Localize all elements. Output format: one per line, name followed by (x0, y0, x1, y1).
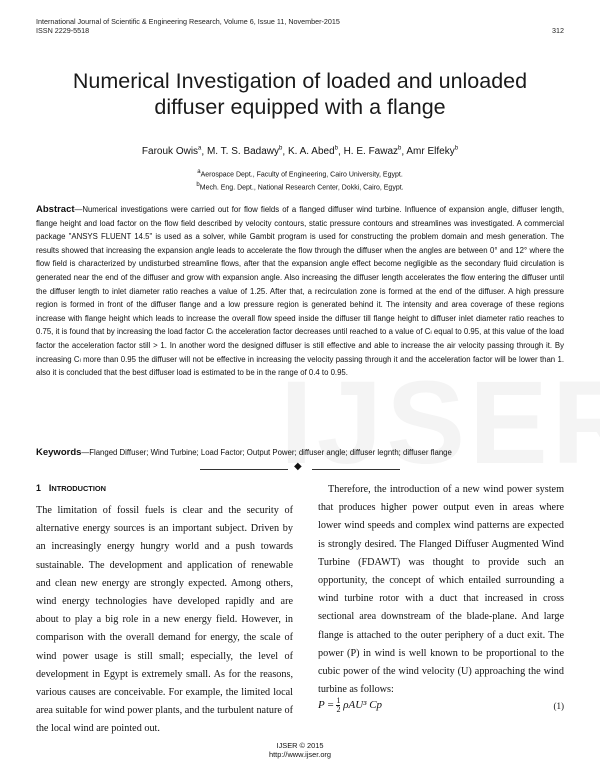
copyright: IJSER © 2015 (276, 741, 324, 750)
keywords-text: Flanged Diffuser; Wind Turbine; Load Factor; Output Power; diffuser angle; diffuser legnth; diffuser flange (89, 448, 452, 457)
title-line-2: diffuser equipped with a flange (154, 95, 446, 119)
equation-number: (1) (553, 701, 564, 711)
abstract: Abstract—Numerical investigations were carried out for flow fields of a flanged diffuser wind turbine. Influence of expansion angle, diffuser length, flange height and load factor on the flow field described by velocity contours, static pressure contours and streamlines was investigated. A commercial package "ANSYS FLUENT 14.5" is used as a solver, while Gambit program is used for constructing the problem domain and mesh generation. The results showed that increasing the expansion angle leads to accelerate the flow through the diffuser when the angles are between 0° and 12° where the flow field is characterized by undisturbed streamline flows, after that the expansion angle effect become negligible as the secondary fluid circulation is generated near the end of the diffuser and grow with expansion angle. Also increasing the diffuser length accelerates the flow entering the diffuser until the diffuser length to inlet diameter ratio reaches a value of 1.25. After that, a recirculation zone is formed at the end of the diffuser. A high pressure region is formed in front of the diffuser flange and a low pressure region is generated behind it. The intensity and area coverage of these regions increase with flange height which leads to increase the overall flow speed inside the diffuser till flange height to diffuser inlet diameter ratio reaches to 0.75, it is found that by increasing the load factor Cₗ the acceleration factor decreases until reached to a value of Cₗ equal to 0.95, at this value of the load factor the acceleration factor still > 1. In another word the designed diffuser is still effective and able to increase the air velocity passing through it. By increasing Cₗ more than 0.95 the diffuser will not be effective in increasing the velocity passing through it and the acceleration factor will be lower than 1. also it is concluded that the best diffuser load is estimated to be in the range of 0.4 to 0.95. (36, 204, 564, 378)
author: Amr Elfeky$^b$ (406, 146, 459, 158)
title-line-1: Numerical Investigation of loaded and unloaded (72, 69, 528, 93)
abstract-text: Numerical investigations were carried out for flow fields of a flanged diffuser wind turbine. Influence of expansion angle, diffuser length, flange height and load factor on the flow field described by velocity contours, static pressure contours and streamlines was investigated. A commercial package "ANSYS FLUENT 14.5" is used as a solver, while Gambit program is used for constructing the problem domain and mesh generation. The results showed that increasing the expansion angle leads to accelerate the flow through the diffuser when the angles are between 0° and 12° where the flow field is characterized by undisturbed streamline flows, after that the expansion angle effect become negligible as the secondary fluid circulation is generated near the end of the diffuser and grow with expansion angle. Also increasing the diffuser length accelerates the flow entering the diffuser until the diffuser length to inlet diameter ratio reaches a value of 1.25. After that, a recirculation zone is formed at the end of the diffuser. A high pressure region is formed in front of the diffuser flange and a low pressure region is generated behind it. The intensity and area coverage of these regions increase with flange height which leads to increase the overall flow speed inside the diffuser till flange height to diffuser inlet diameter ratio reaches to 0.75, it is found that by increasing the load factor Cₗ the acceleration factor decreases until reached to a value of Cₗ equal to 0.95, at this value of the load factor the acceleration factor still > 1. In another word the designed diffuser is still effective and able to increase the air velocity passing through it. By increasing Cₗ more than 0.95 the diffuser will not be effective in increasing the velocity passing through it and the acceleration factor will be lower than 1. also it is concluded that the best diffuser load is estimated to be in the range of 0.4 to 0.95. (36, 205, 564, 378)
author: H. E. Fawaz$^b$ (343, 146, 402, 158)
author: K. A. Abed$^b$ (287, 146, 338, 158)
page-footer (0, 741, 600, 759)
section-heading: 1 INTRODUCTION (36, 483, 106, 493)
intro-paragraph: The limitation of fossil fuels is clear and the security of alternative energy sources is an important subject. Driven by an increasingly energy hungry world and a push towards sustainable. The development and application of renewable and clean new energy are strongly expected. Among others, wind energy technologies have developed rapidly and are about to play a big role in a new energy field. However, in comparison with the overall demand for energy, the scale of wind power usage is still small; especially, the level of development in Egypt is extremely small. As for the reasons, various causes are conceivable. For example, the limited local area suitable for wind power plants, and the turbulent nature of the local wind are pointed out. (36, 505, 293, 735)
equation-1: P = $\frac{1}{2}$ ρAU³ Cp (1) (318, 696, 564, 714)
section-separator (200, 462, 400, 474)
keywords: Keywords—Flanged Diffuser; Wind Turbine; Load Factor; Output Power; diffuser angle; diffuser legnth; diffuser flange (36, 447, 452, 458)
affiliations (40, 167, 560, 194)
issn-label: ISSN 2229-5518 (36, 26, 90, 35)
paper-title (40, 68, 560, 120)
footer-url[interactable]: http://www.ijser.org (268, 750, 332, 759)
right-column (318, 481, 564, 699)
keywords-label: Keywords (36, 447, 82, 458)
separator-diamond-icon: ◆ (294, 461, 302, 472)
left-column (36, 481, 293, 739)
author-list: Farouk Owis$^a$, M. T. S. Badawy$^b$, K. A. Abed$^b$, H. E. Fawaz$^b$, Amr Elfeky$^b$ (141, 146, 459, 158)
affiliation: $^b$Mech. Eng. Dept., National Research Center, Dokki, Cairo, Egypt. (196, 182, 404, 192)
affiliation: $^a$Aerospace Dept., Faculty of Engineering, Cairo University, Egypt. (197, 169, 403, 179)
intro-paragraph-continued: Therefore, the introduction of a new wind power system that produces higher power output even in areas where lower wind speeds and complex wind patterns are expected is strongly desired. The Flanged Diffuser Augmented Wind Turbine (FDAWT) was thought to provide such an opportunity, the concept of which entailed surrounding a wind turbine rotor with a duct that increased in cross sectional area downstream of the blade-plane. And large flange is attached to the outer periphery of a duct exit. The power (P) in wind is well known to be proportional to the cubic power of the wind velocity (U) approaching the wind turbine as follows: (318, 484, 564, 696)
abstract-label: Abstract (36, 204, 75, 215)
page-number: 312 (552, 26, 564, 35)
author: Farouk Owis$^a$ (141, 146, 202, 158)
author: M. T. S. Badawy$^b$ (206, 146, 283, 158)
journal-header: International Journal of Scientific & Engineering Research, Volume 6, Issue 11, November-2015 (36, 17, 340, 26)
